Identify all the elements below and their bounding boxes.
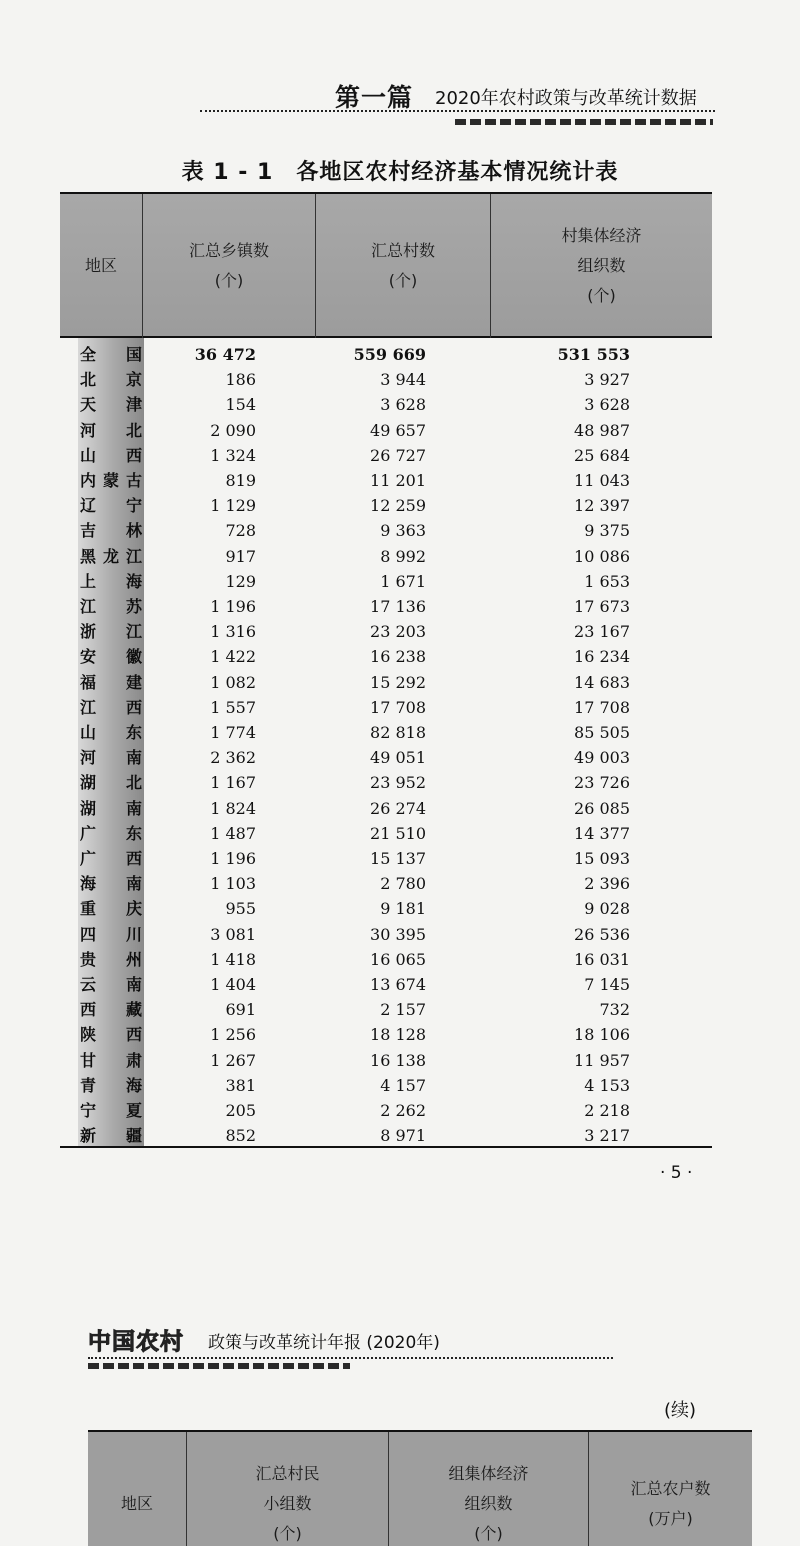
township-count: 1 316	[210, 622, 256, 642]
column-header-line: 地区	[84, 256, 117, 275]
region-char: 西	[80, 1000, 97, 1020]
collective-org-count: 531 553	[557, 345, 630, 364]
collective-org-count: 23 167	[574, 622, 630, 642]
region-char: 川	[125, 924, 142, 944]
township-count: 1 418	[210, 949, 256, 969]
table-row	[60, 1123, 712, 1148]
column-header	[588, 1432, 752, 1546]
region-name	[78, 997, 144, 1022]
collective-org-count: 10 086	[574, 546, 630, 566]
column-header-line: (个)	[273, 1524, 302, 1543]
table-row	[60, 670, 712, 695]
village-count: 9 363	[380, 521, 426, 541]
collective-org-count: 48 987	[574, 420, 630, 440]
region-char: 京	[125, 370, 142, 390]
collective-org-count: 2 396	[584, 874, 630, 894]
village-count: 17 136	[370, 597, 426, 616]
region-char: 天	[80, 395, 97, 415]
village-count: 18 128	[370, 1025, 426, 1045]
village-count: 16 238	[370, 647, 426, 667]
region-char: 新	[80, 1126, 97, 1146]
region-char: 徽	[125, 647, 142, 667]
region-char: 辽	[80, 496, 97, 516]
collective-org-count: 16 031	[574, 949, 630, 969]
column-header-line: 组织数	[577, 256, 626, 275]
region-char: 贵	[80, 949, 97, 969]
village-count: 26 727	[370, 445, 426, 465]
column-header-line: (个)	[474, 1524, 503, 1543]
collective-org-count: 7 145	[584, 975, 630, 994]
township-count: 1 082	[210, 672, 256, 692]
township-count: 955	[225, 899, 256, 919]
column-header-line: (个)	[587, 286, 616, 305]
column-header	[142, 194, 315, 338]
collective-org-count: 14 377	[574, 823, 630, 843]
region-char: 安	[80, 647, 97, 667]
region-name	[78, 544, 144, 569]
township-count: 1 824	[210, 798, 256, 818]
region-name	[78, 922, 144, 947]
column-header-line: 组织数	[464, 1494, 513, 1513]
part-label: 第一篇	[335, 83, 414, 112]
collective-org-count: 49 003	[574, 748, 630, 768]
region-char: 肃	[125, 1050, 142, 1070]
village-count: 49 657	[370, 420, 426, 440]
region-name	[78, 821, 144, 846]
collective-org-count: 3 217	[584, 1126, 630, 1146]
table-row	[60, 896, 712, 921]
table-row	[60, 493, 712, 518]
table-header	[60, 192, 712, 338]
column-header-line: 地区	[120, 1494, 153, 1513]
region-char: 北	[125, 420, 142, 440]
village-count: 2 262	[380, 1101, 426, 1120]
region-char: 蒙	[102, 471, 119, 490]
village-count: 8 992	[380, 546, 426, 566]
table-row	[60, 695, 712, 720]
table-row	[60, 1022, 712, 1047]
township-count: 154	[225, 395, 256, 415]
township-count: 1 129	[210, 496, 256, 516]
village-count: 1 671	[380, 571, 426, 591]
village-count: 82 818	[370, 723, 426, 742]
region-char: 西	[125, 445, 142, 465]
running-header	[335, 78, 725, 112]
region-char: 内	[80, 471, 97, 490]
table-row	[60, 342, 712, 367]
region-name	[78, 720, 144, 745]
village-count: 21 510	[370, 823, 426, 843]
region-char: 藏	[125, 1000, 142, 1020]
collective-org-count: 16 234	[574, 647, 630, 667]
region-char: 广	[80, 849, 97, 868]
region-char: 苏	[125, 597, 142, 616]
township-count: 1 324	[210, 445, 256, 465]
collective-org-count: 732	[599, 1000, 630, 1020]
region-char: 河	[80, 420, 97, 440]
continued-label: (续)	[664, 1400, 697, 1421]
region-char: 上	[80, 571, 97, 591]
region-char: 江	[80, 697, 97, 717]
region-name	[78, 619, 144, 644]
region-char: 山	[80, 723, 97, 742]
village-count: 9 181	[380, 899, 426, 919]
township-count: 1 422	[210, 647, 256, 667]
table-row	[60, 821, 712, 846]
village-count: 2 780	[380, 874, 426, 894]
village-count: 3 628	[380, 395, 426, 415]
header-dashed-rule	[455, 119, 713, 125]
column-header-line: (个)	[388, 271, 418, 290]
table-row	[60, 1073, 712, 1098]
header-dashed-rule-2	[88, 1363, 350, 1369]
region-name	[78, 846, 144, 871]
collective-org-count: 26 536	[574, 924, 630, 944]
table-row	[60, 972, 712, 997]
brand-label: 中国农村	[88, 1329, 184, 1355]
table-row	[60, 392, 712, 417]
region-char: 海	[125, 1075, 142, 1095]
collective-org-count: 4 153	[584, 1075, 630, 1095]
township-count: 1 167	[210, 773, 256, 793]
region-char: 疆	[125, 1126, 142, 1146]
column-header-line: 汇总村数	[370, 241, 435, 260]
village-count: 15 292	[370, 672, 426, 692]
township-count: 1 774	[210, 723, 256, 742]
region-char: 福	[80, 672, 97, 692]
region-name	[78, 1073, 144, 1098]
region-char: 庆	[125, 899, 142, 919]
column-header-line: 村集体经济	[561, 226, 642, 245]
region-char: 宁	[125, 496, 142, 516]
region-char: 黑	[80, 546, 97, 566]
collective-org-count: 18 106	[574, 1025, 630, 1045]
collective-org-count: 15 093	[574, 849, 630, 868]
region-char: 海	[125, 571, 142, 591]
collective-org-count: 17 673	[574, 597, 630, 616]
village-count: 3 944	[380, 370, 426, 390]
table-row	[60, 947, 712, 972]
region-char: 州	[125, 949, 142, 969]
region-name	[78, 569, 144, 594]
region-char: 宁	[80, 1101, 97, 1120]
township-count: 1 487	[210, 823, 256, 843]
township-count: 852	[225, 1126, 256, 1146]
region-char: 陕	[80, 1025, 97, 1045]
township-count: 36 472	[194, 345, 256, 364]
region-name	[78, 695, 144, 720]
region-char: 江	[80, 597, 97, 616]
collective-org-count: 17 708	[574, 697, 630, 717]
region-char: 浙	[80, 622, 97, 642]
collective-org-count: 85 505	[574, 723, 630, 742]
header-dotted-rule-2	[88, 1357, 613, 1359]
table-row	[60, 367, 712, 392]
region-char: 云	[80, 975, 97, 994]
region-name	[78, 1022, 144, 1047]
table-row	[60, 922, 712, 947]
region-name	[78, 745, 144, 770]
collective-org-count: 2 218	[584, 1101, 630, 1120]
township-count: 2 362	[210, 748, 256, 768]
table-title: 表 1 - 1 各地区农村经济基本情况统计表	[181, 160, 619, 185]
region-char: 广	[80, 823, 97, 843]
table-row	[60, 518, 712, 543]
region-char: 西	[125, 697, 142, 717]
collective-org-count: 9 375	[584, 521, 630, 541]
collective-org-count: 3 628	[584, 395, 630, 415]
township-count: 1 404	[210, 975, 256, 994]
region-name	[78, 947, 144, 972]
table-row	[60, 720, 712, 745]
region-char: 湖	[80, 773, 97, 793]
table-row	[60, 544, 712, 569]
column-header	[388, 1432, 588, 1546]
table-row	[60, 871, 712, 896]
region-char: 海	[80, 874, 97, 894]
region-name	[78, 493, 144, 518]
table-row	[60, 569, 712, 594]
header-dotted-rule	[200, 110, 715, 112]
region-name	[78, 443, 144, 468]
region-char: 南	[125, 874, 142, 894]
region-name	[78, 644, 144, 669]
township-count: 2 090	[210, 420, 256, 440]
region-name	[78, 871, 144, 896]
township-count: 819	[225, 471, 256, 490]
village-count: 8 971	[380, 1126, 426, 1146]
region-name	[78, 770, 144, 795]
table-row	[60, 619, 712, 644]
village-count: 30 395	[370, 924, 426, 944]
table-row	[60, 594, 712, 619]
header-title-2: 政策与改革统计年报 (2020年)	[208, 1333, 440, 1353]
collective-org-count: 9 028	[584, 899, 630, 919]
region-char: 重	[80, 899, 97, 919]
table-body	[60, 338, 712, 1148]
region-char: 东	[125, 823, 142, 843]
region-char: 四	[80, 924, 97, 944]
column-header	[88, 1432, 186, 1546]
table-row	[60, 443, 712, 468]
region-char: 南	[125, 798, 142, 818]
column-header-line: (个)	[214, 271, 244, 290]
region-char: 全	[80, 345, 97, 364]
table-row	[60, 745, 712, 770]
region-char: 河	[80, 748, 97, 768]
region-char: 国	[125, 345, 142, 364]
region-name	[78, 518, 144, 543]
region-char: 北	[80, 370, 97, 390]
region-name	[78, 367, 144, 392]
collective-org-count: 3 927	[584, 370, 630, 390]
region-name	[78, 796, 144, 821]
region-char: 甘	[80, 1050, 97, 1070]
village-count: 15 137	[370, 849, 426, 868]
region-name	[78, 392, 144, 417]
village-count: 23 203	[370, 622, 426, 642]
table-row	[60, 1098, 712, 1123]
village-count: 4 157	[380, 1075, 426, 1095]
column-header-line: 汇总村民	[255, 1464, 320, 1483]
region-char: 山	[80, 445, 97, 465]
table-row	[60, 846, 712, 871]
village-count: 12 259	[370, 496, 426, 516]
village-count: 559 669	[353, 345, 426, 364]
region-name	[78, 1123, 144, 1148]
column-header	[315, 194, 490, 338]
village-count: 13 674	[370, 975, 426, 994]
table-row	[60, 796, 712, 821]
column-header	[490, 194, 712, 338]
collective-org-count: 1 653	[584, 571, 630, 591]
region-char: 龙	[102, 546, 119, 566]
region-name	[78, 594, 144, 619]
table-header-2	[88, 1430, 752, 1546]
column-header-line: 汇总农户数	[630, 1479, 711, 1498]
village-count: 17 708	[370, 697, 426, 717]
township-count: 3 081	[210, 924, 256, 944]
township-count: 129	[225, 571, 256, 591]
village-count: 23 952	[370, 773, 426, 793]
region-char: 南	[125, 975, 142, 994]
region-char: 东	[125, 723, 142, 742]
collective-org-count: 26 085	[574, 798, 630, 818]
page-number: · 5 ·	[660, 1163, 693, 1183]
column-header	[60, 194, 142, 338]
region-char: 江	[125, 546, 142, 566]
region-char: 吉	[80, 521, 97, 541]
column-header	[186, 1432, 388, 1546]
running-header-2	[88, 1323, 608, 1353]
village-count: 2 157	[380, 1000, 426, 1020]
village-count: 11 201	[370, 471, 426, 490]
region-char: 湖	[80, 798, 97, 818]
village-count: 49 051	[370, 748, 426, 768]
table-row	[60, 770, 712, 795]
collective-org-count: 14 683	[574, 672, 630, 692]
township-count: 1 267	[210, 1050, 256, 1070]
township-count: 1 103	[210, 874, 256, 894]
collective-org-count: 25 684	[574, 445, 630, 465]
table-row	[60, 468, 712, 493]
column-header-line: (万户)	[648, 1509, 693, 1528]
region-char: 西	[125, 1025, 142, 1045]
region-name	[78, 1048, 144, 1073]
column-header-line: 组集体经济	[448, 1464, 529, 1483]
region-char: 北	[125, 773, 142, 793]
region-char: 江	[125, 622, 142, 642]
region-char: 古	[125, 471, 142, 490]
region-name	[78, 1098, 144, 1123]
region-char: 津	[125, 395, 142, 415]
township-count: 381	[225, 1075, 256, 1095]
table-row	[60, 1048, 712, 1073]
region-name	[78, 670, 144, 695]
collective-org-count: 11 957	[574, 1050, 630, 1070]
township-count: 917	[225, 546, 256, 566]
region-char: 林	[125, 521, 142, 541]
township-count: 691	[225, 1000, 256, 1020]
column-header-line: 小组数	[263, 1494, 312, 1513]
township-count: 205	[225, 1101, 256, 1120]
region-name	[78, 342, 144, 367]
region-char: 西	[125, 849, 142, 868]
collective-org-count: 23 726	[574, 773, 630, 793]
village-count: 16 065	[370, 949, 426, 969]
region-char: 南	[125, 748, 142, 768]
column-header-line: 汇总乡镇数	[188, 241, 269, 260]
township-count: 1 256	[210, 1025, 256, 1045]
collective-org-count: 11 043	[574, 471, 630, 490]
region-name	[78, 468, 144, 493]
header-title: 2020年农村政策与改革统计数据	[435, 88, 697, 109]
collective-org-count: 12 397	[574, 496, 630, 516]
village-count: 16 138	[370, 1050, 426, 1070]
township-count: 186	[225, 370, 256, 390]
region-name	[78, 972, 144, 997]
region-name	[78, 418, 144, 443]
township-count: 1 196	[210, 849, 256, 868]
table-row	[60, 418, 712, 443]
region-char: 建	[125, 672, 142, 692]
region-name	[78, 896, 144, 921]
township-count: 728	[225, 521, 256, 541]
table-row	[60, 644, 712, 669]
table-row	[60, 997, 712, 1022]
township-count: 1 196	[210, 597, 256, 616]
township-count: 1 557	[210, 697, 256, 717]
region-char: 青	[80, 1075, 97, 1095]
region-char: 夏	[125, 1101, 142, 1120]
village-count: 26 274	[370, 798, 426, 818]
